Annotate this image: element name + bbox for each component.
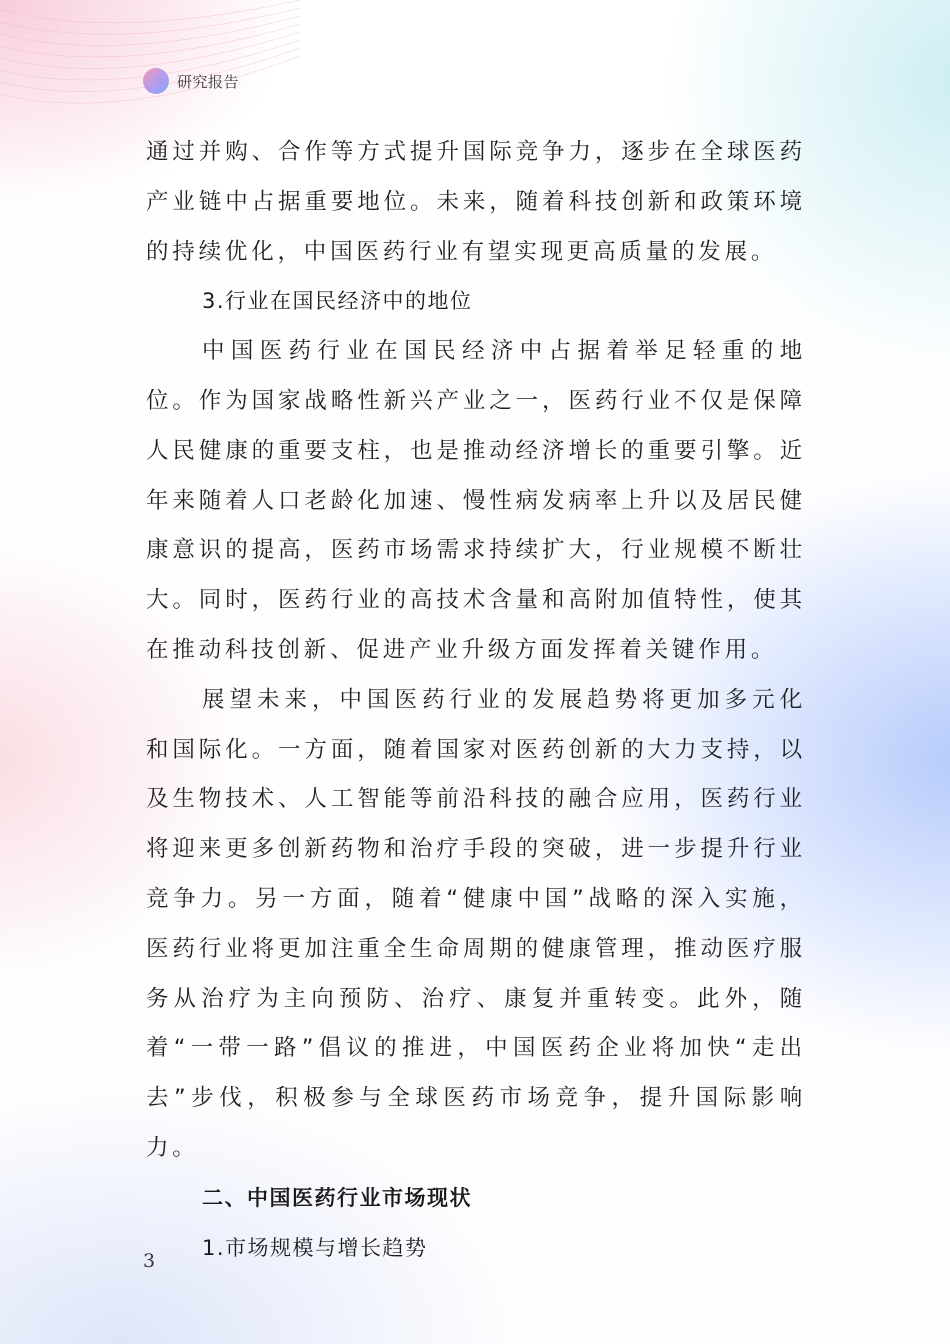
paragraph-1: 通过并购、合作等方式提升国际竞争力，逐步在全球医药产业链中占据重要地位。未来，随着科技创新和政策环境的持续优化，中国医药行业有望实现更高质量的发展。 [146,139,806,265]
document-body [146,128,806,1273]
section-heading-1: 3.行业在国民经济中的地位 [202,289,473,314]
report-header [143,68,239,94]
paragraph-2: 中国医药行业在国民经济中占据着举足轻重的地位。作为国家战略性新兴产业之一，医药行业不仅是保障人民健康的重要支柱，也是推动经济增长的重要引擎。近年来随着人口老龄化加速、慢性病发病率上升以及居民健康意识的提高，医药市场需求持续扩大，行业规模不断壮大。同时，医药行业的高技术含量和高附加值特性，使其在推动科技创新、促进产业升级方面发挥着关键作用。 [146,338,806,663]
header-title: 研究报告 [177,72,240,91]
paragraph-3: 展望未来，中国医药行业的发展趋势将更加多元化和国际化。一方面，随着国家对医药创新的大力支持，以及生物技术、人工智能等前沿科技的融合应用，医药行业将迎来更多创新药物和治疗手段的突破，进一步提升行业竞争力。另一方面，随着“健康中国”战略的深入实施，医药行业将更加注重全生命周期的健康管理，推动医疗服务从治疗为主向预防、治疗、康复并重转变。此外，随着“一带一路”倡议的推进，中国医药企业将加快“走出去”步伐，积极参与全球医药市场竞争，提升国际影响力。 [146,686,806,1161]
section-heading-3: 1.市场规模与增长趋势 [202,1235,428,1260]
logo-icon [143,68,169,94]
section-heading-2: 二、中国医药行业市场现状 [202,1185,472,1210]
page-number: 3 [143,1250,156,1272]
